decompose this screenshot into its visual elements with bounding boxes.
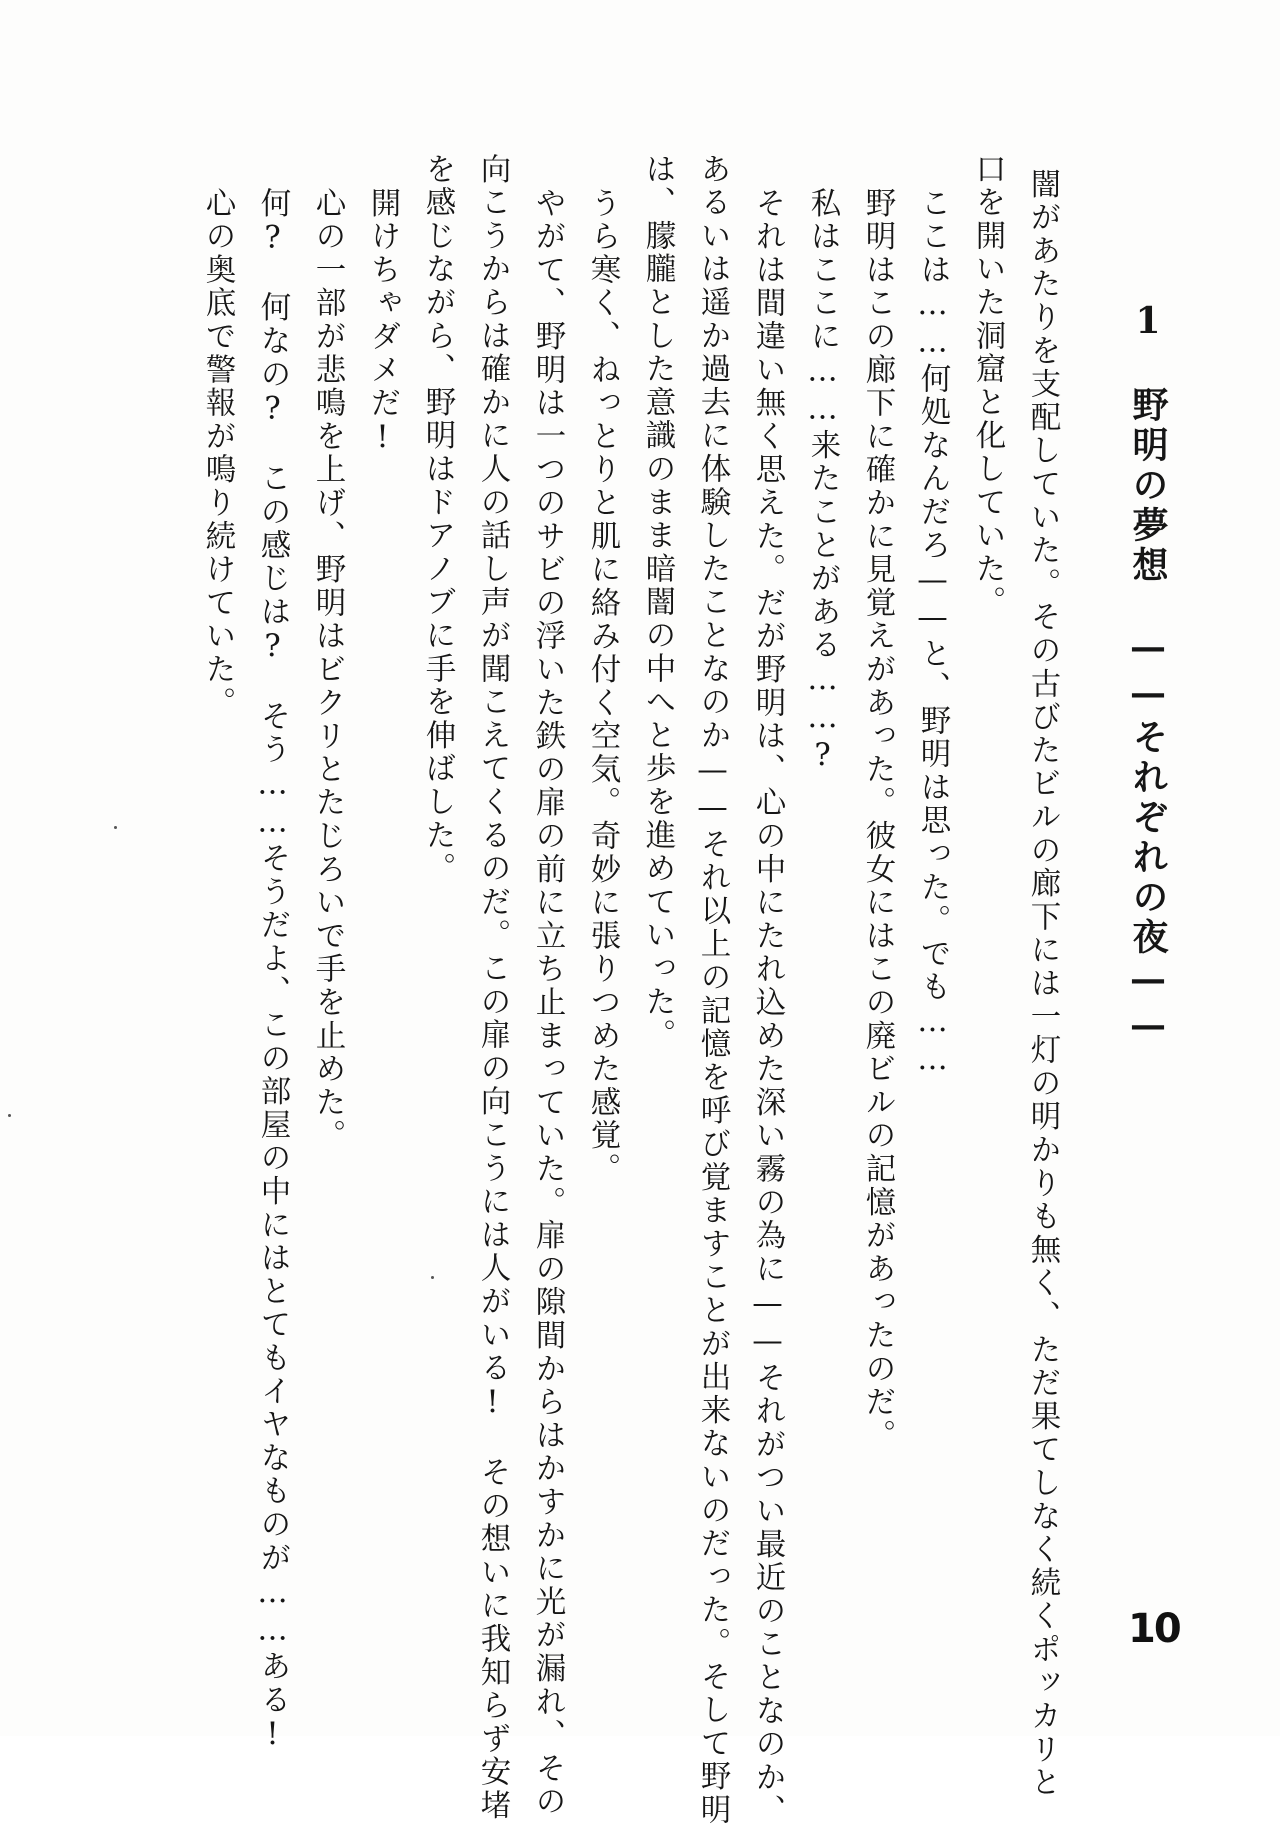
text-line-5: 私はここに……来たことがある……?	[805, 187, 840, 776]
scan-speck	[8, 1114, 11, 1117]
chapter-title: 1 野明の夢想 ——それぞれの夜——	[1127, 300, 1169, 1050]
text-line-13: 開けちゃダメだ!	[365, 187, 400, 458]
page-number: 10	[1128, 1606, 1180, 1652]
text-line-4: 野明はこの廊下に確かに見覚えがあった。彼女にはこの廃ビルの記憶があったのだ。	[860, 187, 895, 1453]
scan-speck	[114, 826, 117, 829]
text-line-3: ここは……何処なんだろ——と、野明は思った。でも……	[915, 187, 950, 1080]
text-line-12: を感じながら、野明はドアノブに手を伸ばした。	[420, 153, 455, 886]
text-line-15: 何? 何なの? この感じは? そう……そうだよ、この部屋の中にはとてもイヤなものが……ある!	[255, 187, 290, 1755]
text-line-11: 向こうからは確かに人の話し声が聞こえてくるのだ。この扉の向こうには人がいる! その想いに我知らず安堵	[475, 153, 510, 1823]
text-line-9: うら寒く、ねっとりと肌に絡み付く空気。奇妙に張りつめた感覚。	[585, 187, 620, 1186]
text-line-8: は、朦朧とした意識のまま暗闇の中へと歩を進めていった。	[640, 153, 675, 1053]
scan-speck	[431, 1276, 434, 1279]
text-line-1: 闇があたりを支配していた。その古びたビルの廊下には一灯の明かりも無く、ただ果てしなく続くポッカリと	[1025, 168, 1060, 1800]
text-line-2: 口を開いた洞窟と化していた。	[970, 153, 1005, 620]
text-line-16: 心の奥底で警報が鳴り続けていた。	[200, 187, 235, 720]
text-line-7: あるいは遥か過去に体験したことなのか——それ以上の記憶を呼び覚ますことが出来ないのだった。そして野明	[695, 153, 730, 1827]
text-line-6: それは間違い無く思えた。だが野明は、心の中にたれ込めた深い霧の為に——それがつい最近のことなのか、	[750, 187, 785, 1828]
text-line-10: やがて、野明は一つのサビの浮いた鉄の扉の前に立ち止まっていた。扉の隙間からはかすかに光が漏れ、その	[530, 187, 565, 1819]
text-line-14: 心の一部が悲鳴を上げ、野明はビクリとたじろいで手を止めた。	[310, 187, 345, 1153]
